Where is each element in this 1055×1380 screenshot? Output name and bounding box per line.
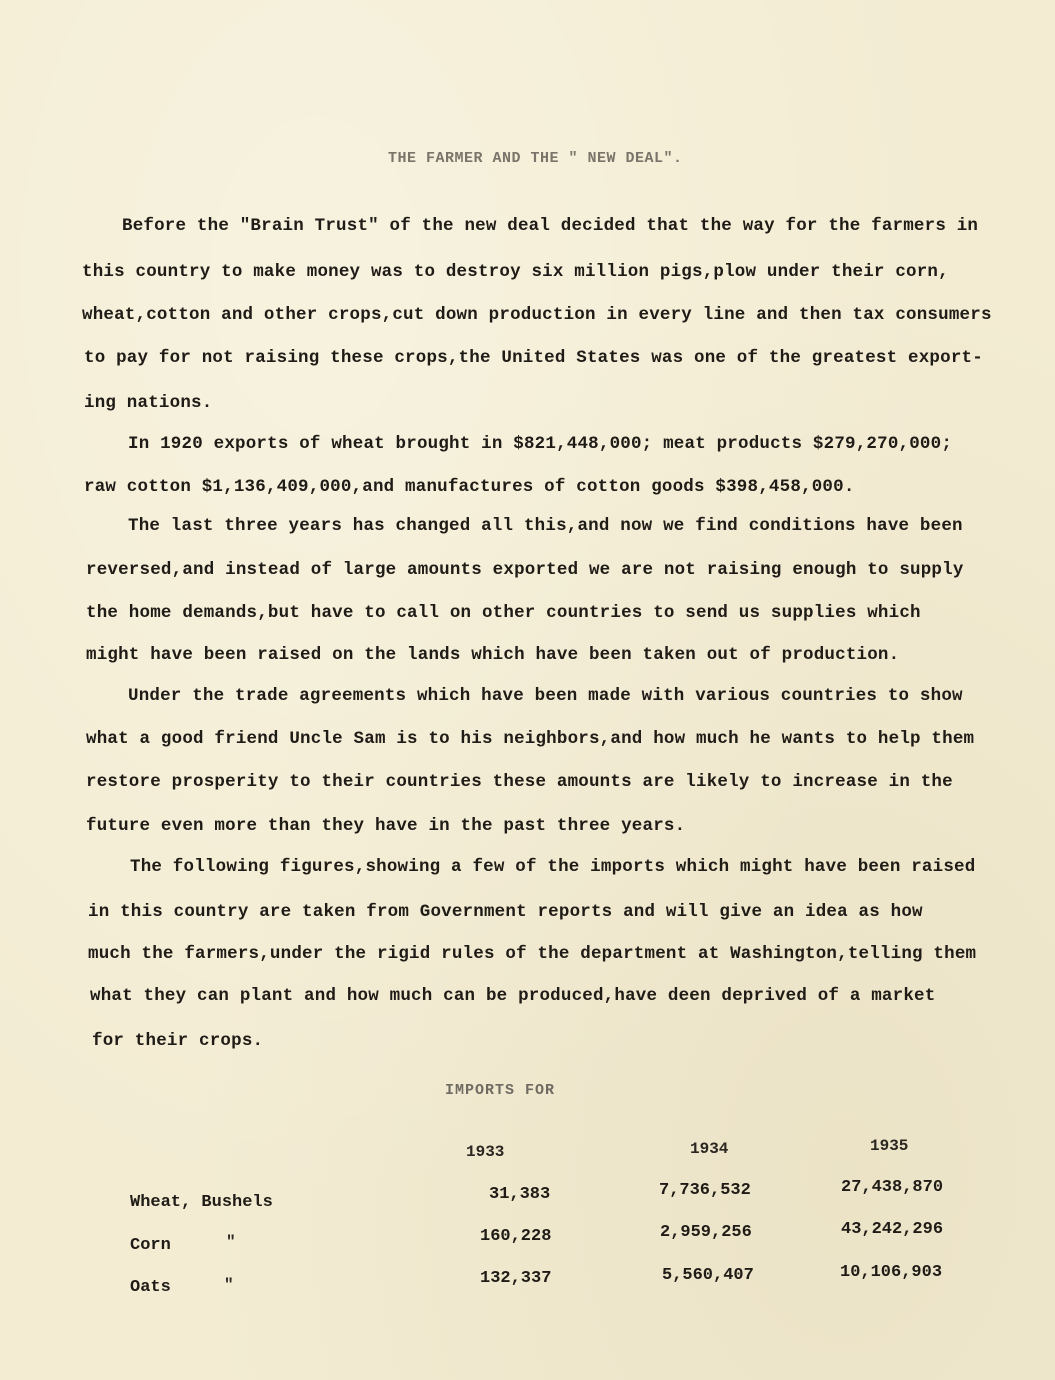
- table-cell-oats-1933: 132,337: [480, 1269, 552, 1288]
- table-cell-wheat-1935: 27,438,870: [841, 1178, 944, 1197]
- paragraph-2-line-2: raw cotton $1,136,409,000,and manufactures of cotton goods $398,458,000.: [84, 477, 855, 497]
- table-cell-wheat-1934: 7,736,532: [659, 1181, 751, 1200]
- paragraph-1-line-3: wheat,cotton and other crops,cut down production in every line and then tax consumers: [82, 305, 992, 325]
- table-row-label-wheat: Wheat, Bushels: [130, 1193, 273, 1212]
- table-row-ditto-oats: ": [224, 1276, 234, 1294]
- table-row-label-oats: Oats: [130, 1278, 171, 1297]
- table-cell-corn-1935: 43,242,296: [841, 1220, 944, 1239]
- paragraph-3-line-3: the home demands,but have to call on other countries to send us supplies which: [86, 603, 921, 623]
- paragraph-4-line-2: what a good friend Uncle Sam is to his neighbors,and how much he wants to help them: [86, 729, 975, 749]
- paragraph-3-line-4: might have been raised on the lands which have been taken out of production.: [86, 645, 900, 665]
- imports-heading: IMPORTS FOR: [445, 1082, 556, 1099]
- paragraph-1-line-5: ing nations.: [84, 393, 213, 413]
- paragraph-4-line-3: restore prosperity to their countries these amounts are likely to increase in the: [86, 772, 953, 792]
- table-cell-corn-1934: 2,959,256: [660, 1223, 752, 1242]
- table-cell-oats-1935: 10,106,903: [840, 1263, 943, 1282]
- table-cell-corn-1933: 160,228: [480, 1227, 552, 1246]
- paragraph-5-line-2: in this country are taken from Government reports and will give an idea as how: [88, 902, 923, 922]
- paragraph-4-line-4: future even more than they have in the past three years.: [86, 816, 686, 836]
- year-header-1933: 1933: [466, 1143, 505, 1161]
- year-header-1934: 1934: [690, 1140, 729, 1158]
- table-row-ditto-corn: ": [226, 1233, 236, 1251]
- paragraph-5-line-3: much the farmers,under the rigid rules of the department at Washington,telling them: [88, 944, 977, 964]
- paragraph-4-line-1: Under the trade agreements which have been made with various countries to show: [128, 686, 963, 706]
- year-header-1935: 1935: [870, 1137, 909, 1155]
- paragraph-5-line-1: The following figures,showing a few of the imports which might have been raised: [130, 857, 976, 877]
- table-cell-oats-1934: 5,560,407: [662, 1266, 754, 1285]
- table-cell-wheat-1933: 31,383: [489, 1185, 551, 1204]
- paragraph-5-line-4: what they can plant and how much can be produced,have deen deprived of a market: [90, 986, 936, 1006]
- paragraph-2-line-1: In 1920 exports of wheat brought in $821,448,000; meat products $279,270,000;: [128, 434, 953, 454]
- document-title: THE FARMER AND THE " NEW DEAL".: [388, 150, 683, 167]
- table-row-label-corn: Corn: [130, 1236, 171, 1255]
- paragraph-3-line-1: The last three years has changed all this,and now we find conditions have been: [128, 516, 963, 536]
- paragraph-1-line-4: to pay for not raising these crops,the United States was one of the greatest export-: [84, 348, 983, 368]
- paragraph-3-line-2: reversed,and instead of large amounts exported we are not raising enough to supply: [86, 560, 964, 580]
- paragraph-1-line-1: Before the "Brain Trust" of the new deal decided that the way for the farmers in: [122, 216, 979, 236]
- paragraph-1-line-2: this country to make money was to destroy six million pigs,plow under their corn,: [82, 262, 949, 282]
- paragraph-5-line-5: for their crops.: [92, 1031, 264, 1051]
